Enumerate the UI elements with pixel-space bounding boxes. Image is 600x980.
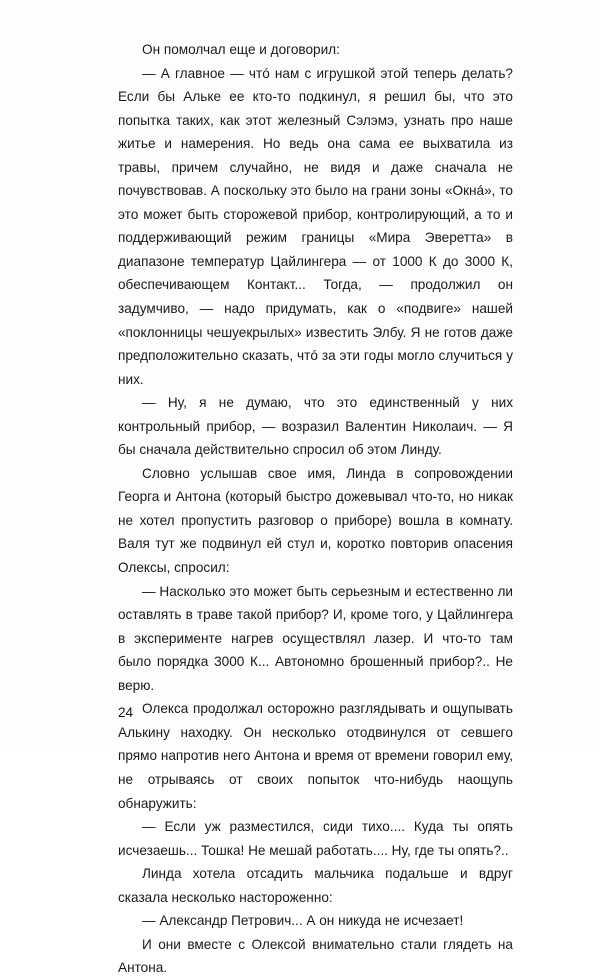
paragraph: Олекса продолжал осторожно разглядывать и ощупывать Алькину находку. Он несколько отодвинулся от севшего прямо напротив него Антона и время от времени говорил ему, не отрываясь от своих попыток что-нибудь наощупь обнаружить:	[118, 701, 513, 811]
paragraph: Линда хотела отсадить мальчика подальше и вдруг сказала несколько настороженно:	[118, 866, 513, 905]
paragraph: — Если уж разместился, сиди тихо.... Куда ты опять исчезаешь... Тошка! Не мешай работать.... Ну, где ты опять?..	[118, 819, 513, 858]
paragraph: — А главное — чтó нам с игрушкой этой теперь делать? Если бы Альке ее кто-то подкинул, я решил бы, что это попытка таких, как этот железный Сэлэмэ, узнать про наше житье и намерения. Но ведь она сама ее выхватила из травы, причем случайно, не видя и даже сначала не почувствовав. А поскольку это было на грани зоны «Окнá», то это может быть сторожевой прибор, контролирующий, а то и поддерживающий режим границы «Мира Эверетта» в диапазоне температур Цайлингера — от 1000 К до 3000 К, обеспечивающем Контакт... Тогда, — продолжил он задумчиво, — надо придумать, как о «подвиге» нашей «поклонницы чешуекрылых» известить Элбу. Я не готов даже предположительно сказать, чтó за эти годы могло случиться у них.	[118, 65, 513, 387]
paragraph: И они вместе с Олексой внимательно стали глядеть на Антона.	[118, 936, 513, 976]
page-number: 24	[118, 705, 134, 720]
paragraph: — Ну, я не думаю, что это единственный у них контрольный прибор, — возразил Валентин Николаич. — Я бы сначала действительно спросил об этом Линду.	[118, 395, 513, 458]
paragraph: Он помолчал еще и договорил:	[142, 42, 340, 57]
paragraph: — Александр Петрович... А он никуда не исчезает!	[142, 913, 464, 929]
paragraph: Словно услышав свое имя, Линда в сопровождении Георга и Антона (который быстро дожевывал что-то, но никак не хотел пропустить разговор о приборе) вошла в комнату. Валя тут же подвинул ей стул и, коротко повторив опасения Олексы, спросил:	[118, 465, 513, 576]
paragraph: — Насколько это может быть серьезным и естественно ли оставлять в траве такой прибор? И, кроме того, у Цайлингера в эксперименте нагрев осуществлял лазер. И что-то там было порядка 3000 К... Автономно брошенный прибор?.. Не верю.	[118, 583, 513, 693]
body-text	[118, 38, 513, 980]
